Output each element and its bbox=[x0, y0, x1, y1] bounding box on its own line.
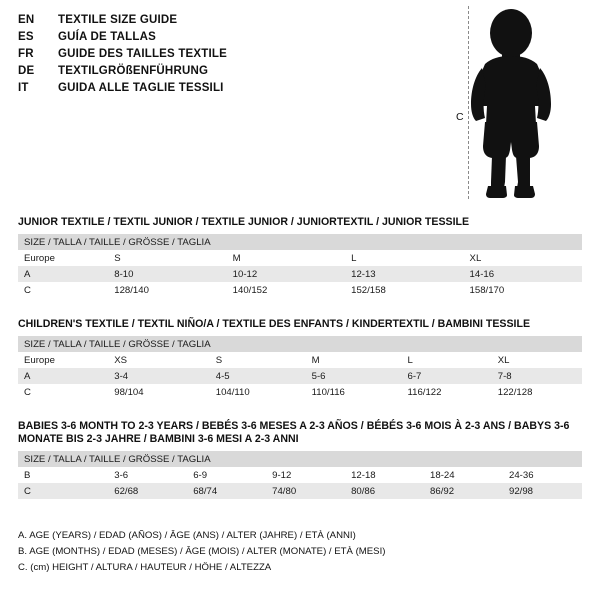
table-row bbox=[18, 250, 582, 266]
cell: 3-4 bbox=[108, 368, 210, 384]
cell: 92/98 bbox=[503, 483, 582, 499]
header-row-de bbox=[18, 65, 438, 82]
section-title-babies: BABIES 3-6 MONTH TO 2-3 YEARS / BEBÉS 3-6 MESES A 2-3 AÑOS / BÉBÉS 3-6 MOIS À 2-3 ANS / BABYS 3-6 MONATE BIS 2-3 JAHRE / BAMBINI 3-6 MESI A 2-3 ANNI bbox=[18, 420, 570, 445]
cell: 116/122 bbox=[402, 384, 492, 400]
cell: S bbox=[108, 250, 226, 266]
section-junior-textile bbox=[18, 216, 582, 298]
table-row bbox=[18, 467, 582, 483]
table-row bbox=[18, 352, 582, 368]
language-code-en: EN bbox=[18, 14, 35, 26]
cell: 86/92 bbox=[424, 483, 503, 499]
cell: L bbox=[345, 250, 463, 266]
guide-title-de: TEXTILGRÖßENFÜHRUNG bbox=[58, 65, 209, 77]
header-row-fr bbox=[18, 48, 438, 65]
table-row bbox=[18, 282, 582, 298]
guide-title-fr: GUIDE DES TAILLES TEXTILE bbox=[58, 48, 227, 60]
table-header-label-babies: SIZE / TALLA / TAILLE / GRÖSSE / TAGLIA bbox=[18, 451, 582, 467]
cell: 4-5 bbox=[210, 368, 306, 384]
cell: 104/110 bbox=[210, 384, 306, 400]
cell: 6-7 bbox=[402, 368, 492, 384]
cell: C bbox=[18, 483, 108, 499]
cell: 7-8 bbox=[492, 368, 582, 384]
cell: 158/170 bbox=[464, 282, 582, 298]
language-code-es: ES bbox=[18, 31, 34, 43]
table-row bbox=[18, 336, 582, 352]
cell: 12-13 bbox=[345, 266, 463, 282]
section-title-junior: JUNIOR TEXTILE / TEXTIL JUNIOR / TEXTILE JUNIOR / JUNIORTEXTIL / JUNIOR TESSILE bbox=[18, 216, 470, 228]
height-reference-line bbox=[468, 6, 469, 199]
cell: L bbox=[402, 352, 492, 368]
table-row bbox=[18, 384, 582, 400]
header-row-it bbox=[18, 82, 438, 99]
cell: 62/68 bbox=[108, 483, 187, 499]
cell: C bbox=[18, 384, 108, 400]
guide-title-it: GUIDA ALLE TAGLIE TESSILI bbox=[58, 82, 224, 94]
header-row-en bbox=[18, 14, 438, 31]
cell: M bbox=[306, 352, 402, 368]
section-children-textile bbox=[18, 318, 582, 400]
cell: 98/104 bbox=[108, 384, 210, 400]
cell: 24-36 bbox=[503, 467, 582, 483]
cell: 9-12 bbox=[266, 467, 345, 483]
height-marker-label: C bbox=[456, 111, 464, 123]
cell: S bbox=[210, 352, 306, 368]
language-code-fr: FR bbox=[18, 48, 34, 60]
footnote-b: B. AGE (MONTHS) / EDAD (MESES) / ÂGE (MOIS) / ALTER (MONATE) / ETÀ (MESI) bbox=[18, 546, 386, 557]
table-row bbox=[18, 451, 582, 467]
language-header bbox=[18, 14, 438, 99]
cell: 68/74 bbox=[187, 483, 266, 499]
toddler-silhouette-icon bbox=[440, 6, 590, 201]
cell: XL bbox=[464, 250, 582, 266]
cell: 110/116 bbox=[306, 384, 402, 400]
cell: 122/128 bbox=[492, 384, 582, 400]
cell: M bbox=[227, 250, 345, 266]
header-row-es bbox=[18, 31, 438, 48]
cell: Europe bbox=[18, 352, 108, 368]
cell: 12-18 bbox=[345, 467, 424, 483]
cell: XL bbox=[492, 352, 582, 368]
language-code-it: IT bbox=[18, 82, 29, 94]
cell: A bbox=[18, 368, 108, 384]
footnote-c: C. (cm) HEIGHT / ALTURA / HAUTEUR / HÖHE / ALTEZZA bbox=[18, 562, 272, 573]
cell: C bbox=[18, 282, 108, 298]
cell: XS bbox=[108, 352, 210, 368]
cell: 3-6 bbox=[108, 467, 187, 483]
table-row bbox=[18, 234, 582, 250]
cell: 18-24 bbox=[424, 467, 503, 483]
footnotes bbox=[18, 528, 582, 576]
table-header-label-junior: SIZE / TALLA / TAILLE / GRÖSSE / TAGLIA bbox=[18, 234, 582, 250]
child-silhouette-figure bbox=[440, 6, 590, 201]
cell: A bbox=[18, 266, 108, 282]
cell: 140/152 bbox=[227, 282, 345, 298]
guide-title-es: GUÍA DE TALLAS bbox=[58, 31, 156, 43]
cell: 152/158 bbox=[345, 282, 463, 298]
table-junior bbox=[18, 234, 582, 298]
section-babies-textile bbox=[18, 420, 582, 499]
table-row bbox=[18, 266, 582, 282]
cell: 80/86 bbox=[345, 483, 424, 499]
table-children bbox=[18, 336, 582, 400]
cell: 128/140 bbox=[108, 282, 226, 298]
footnote-a: A. AGE (YEARS) / EDAD (AÑOS) / ÂGE (ANS) / ALTER (JAHRE) / ETÀ (ANNI) bbox=[18, 530, 356, 541]
table-row bbox=[18, 483, 582, 499]
table-babies bbox=[18, 451, 582, 499]
language-code-de: DE bbox=[18, 65, 35, 77]
cell: 5-6 bbox=[306, 368, 402, 384]
cell: 6-9 bbox=[187, 467, 266, 483]
table-row bbox=[18, 368, 582, 384]
cell: 74/80 bbox=[266, 483, 345, 499]
section-title-children: CHILDREN'S TEXTILE / TEXTIL NIÑO/A / TEXTILE DES ENFANTS / KINDERTEXTIL / BAMBINI TESSILE bbox=[18, 318, 531, 330]
cell: B bbox=[18, 467, 108, 483]
table-header-label-children: SIZE / TALLA / TAILLE / GRÖSSE / TAGLIA bbox=[18, 336, 582, 352]
cell: 14-16 bbox=[464, 266, 582, 282]
cell: 10-12 bbox=[227, 266, 345, 282]
cell: 8-10 bbox=[108, 266, 226, 282]
cell: Europe bbox=[18, 250, 108, 266]
guide-title-en: TEXTILE SIZE GUIDE bbox=[58, 14, 178, 26]
